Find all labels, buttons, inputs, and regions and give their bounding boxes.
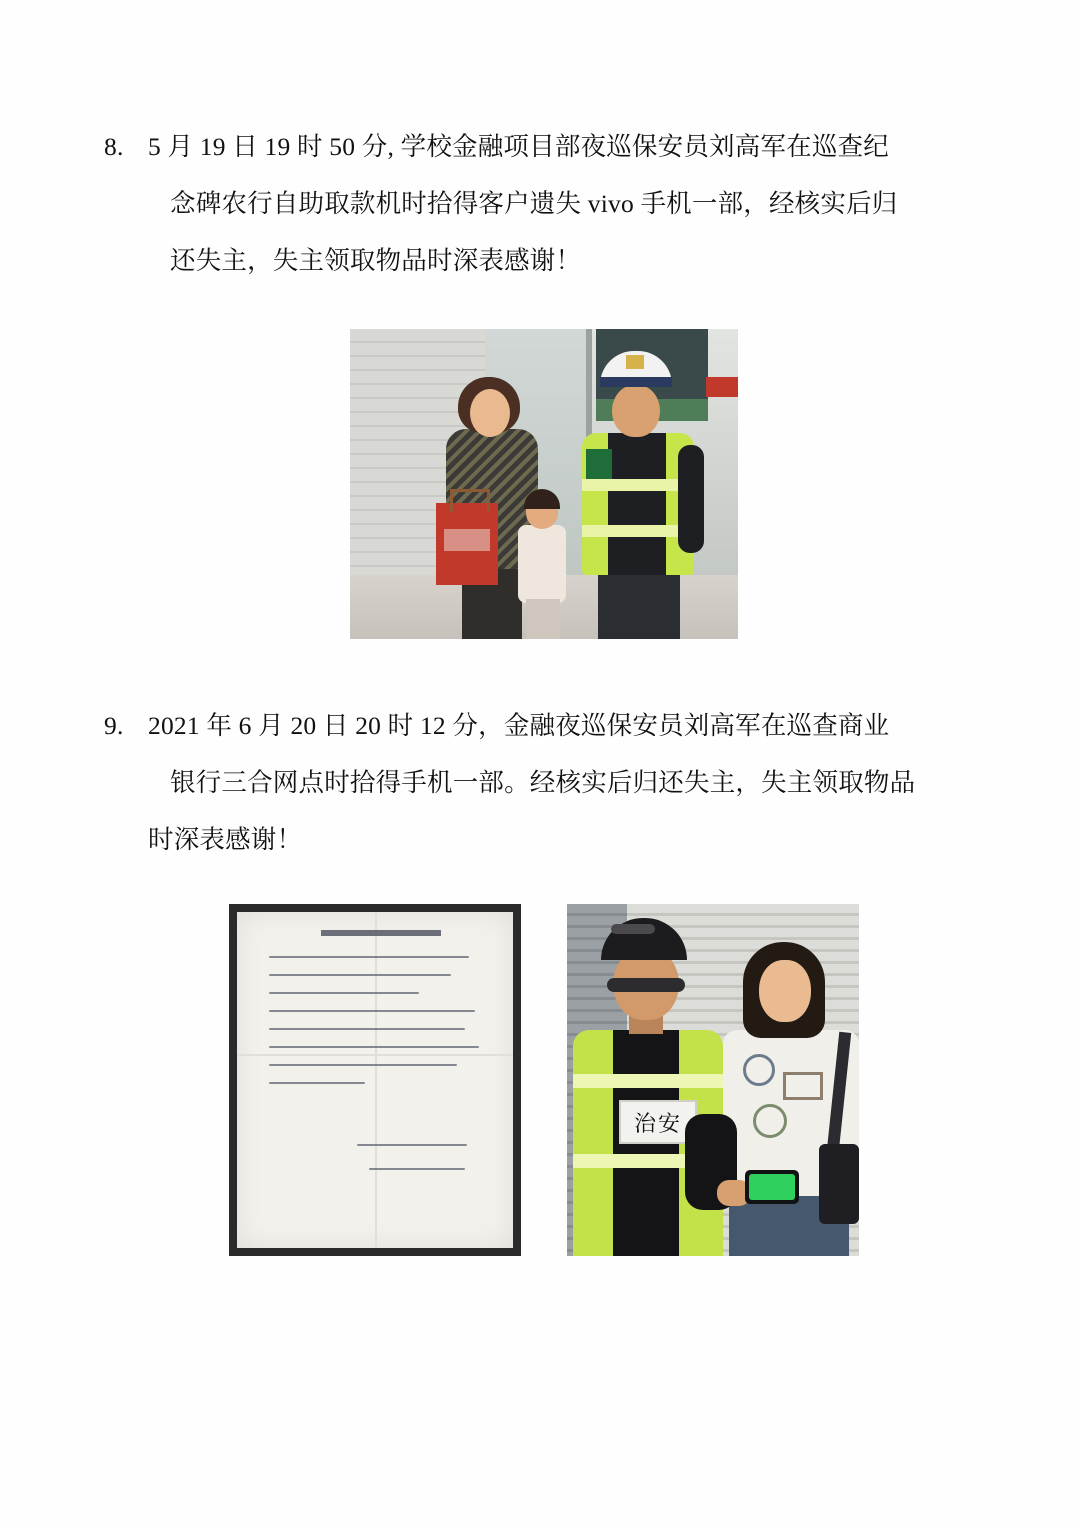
shirt-print bbox=[783, 1072, 823, 1100]
paragraph-8-number: 8. bbox=[104, 132, 124, 161]
paragraph-8-body bbox=[148, 118, 984, 289]
figure-row-2 bbox=[104, 904, 984, 1256]
paragraph-9-line-1: 2021 年 6 月 20 日 20 时 12 分，金融夜巡保安员刘高军在巡查商业 bbox=[148, 711, 890, 740]
helmet-band bbox=[600, 377, 672, 387]
guard-arm bbox=[678, 445, 704, 553]
photo-atm-handover bbox=[350, 329, 738, 639]
paragraph-9-body bbox=[148, 697, 984, 868]
helmet-highlight bbox=[611, 924, 655, 934]
woman-face bbox=[470, 389, 510, 437]
letter-line bbox=[269, 1010, 475, 1012]
photo-thank-you-letter bbox=[229, 904, 521, 1256]
woman-face bbox=[759, 960, 811, 1022]
spacer bbox=[104, 639, 984, 697]
paragraph-8-line-1: 5 月 19 日 19 时 50 分, 学校金融项目部夜巡保安员刘高军在巡查纪 bbox=[148, 132, 889, 161]
paragraph-8-line-3: 还失主，失主领取物品时深表感谢！ bbox=[170, 246, 582, 275]
spacer bbox=[104, 289, 984, 329]
letter-line bbox=[269, 1028, 465, 1030]
paragraph-8-line-2: 念碑农行自助取款机时拾得客户遗失 vivo 手机一部，经核实后归 bbox=[170, 189, 898, 218]
guard-legs bbox=[598, 573, 680, 639]
letter-line bbox=[269, 974, 451, 976]
letter-line bbox=[269, 956, 469, 958]
paragraph-8 bbox=[104, 118, 984, 289]
letter-line bbox=[269, 1046, 479, 1048]
photo-phone-return bbox=[567, 904, 859, 1256]
helmet-chin-strap bbox=[607, 978, 685, 992]
child-body bbox=[518, 525, 566, 603]
spacer bbox=[104, 868, 984, 904]
letter-line bbox=[269, 1082, 365, 1084]
letter-title-line bbox=[321, 930, 441, 936]
vest-reflective-stripe-top bbox=[573, 1074, 723, 1088]
helmet-badge-icon bbox=[626, 355, 644, 369]
paragraph-9-number: 9. bbox=[104, 711, 124, 740]
gift-bag-handle bbox=[450, 489, 490, 512]
gift-bag-label bbox=[444, 529, 490, 551]
guard-face bbox=[612, 385, 660, 437]
letter-date-line bbox=[369, 1168, 465, 1170]
paper-crease-v bbox=[375, 912, 377, 1248]
child-legs bbox=[526, 599, 560, 639]
letter-line bbox=[269, 1064, 457, 1066]
vest-placard-text: 治安 bbox=[633, 1110, 682, 1136]
figure-row-1 bbox=[104, 329, 984, 639]
shirt-print bbox=[743, 1054, 775, 1086]
guard-uniform bbox=[608, 433, 666, 575]
letter-signature-line bbox=[357, 1144, 467, 1146]
shirt-print bbox=[753, 1104, 787, 1138]
paragraph-9-line-2: 银行三合网点时拾得手机一部。经核实后归还失主，失主领取物品 bbox=[170, 768, 916, 797]
document-content bbox=[104, 118, 984, 1256]
paragraph-9-line-3: 时深表感谢！ bbox=[148, 825, 303, 854]
wall-sign bbox=[706, 377, 738, 397]
shoulder-bag bbox=[819, 1144, 859, 1224]
paragraph-9 bbox=[104, 697, 984, 868]
letter-line bbox=[269, 992, 419, 994]
phone-screen bbox=[749, 1174, 795, 1200]
vest-patch bbox=[586, 449, 612, 479]
